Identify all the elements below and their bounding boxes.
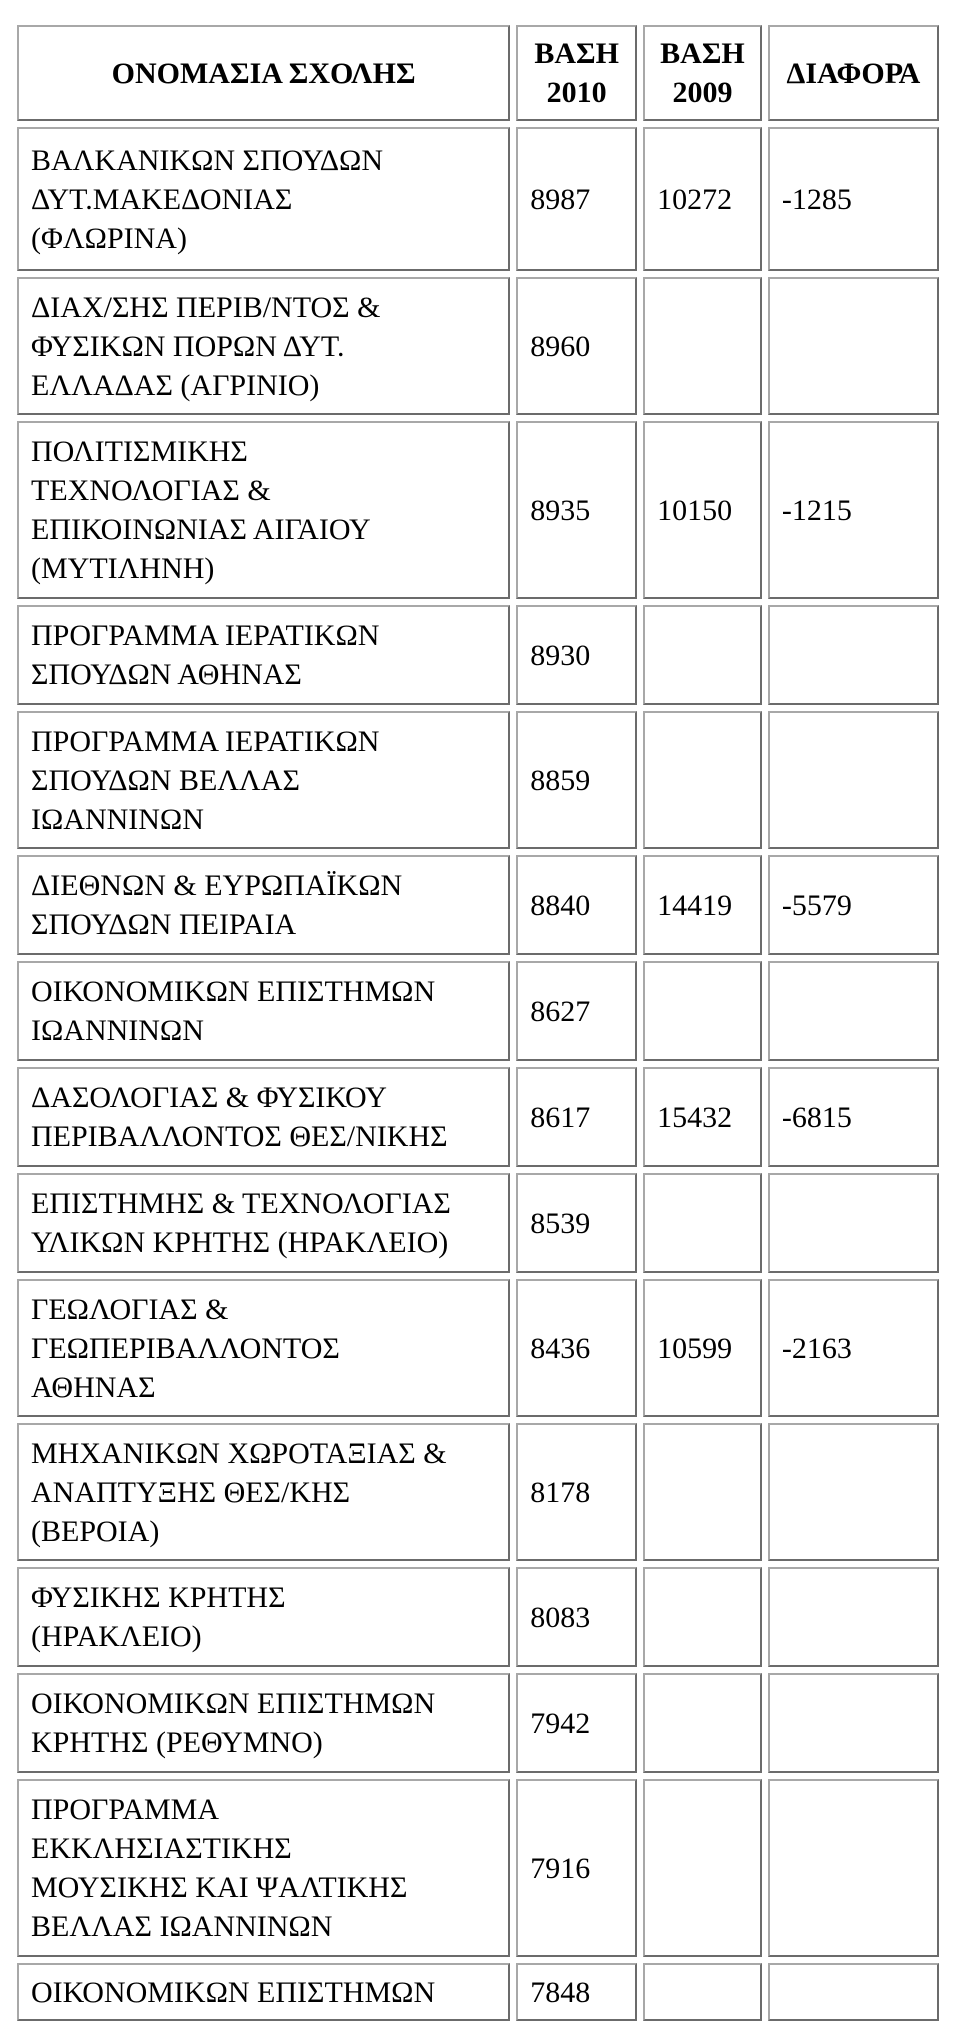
header-base-2009-line2: 2009 bbox=[672, 76, 733, 109]
school-name-line: (ΦΛΩΡΙΝΑ) bbox=[31, 221, 187, 255]
difference-cell bbox=[768, 961, 939, 1061]
base-2010-cell: 8436 bbox=[516, 1279, 637, 1417]
table-row bbox=[17, 1423, 939, 1561]
school-name-line: ΕΠΙΣΤΗΜΗΣ & ΤΕΧΝΟΛΟΓΙΑΣ bbox=[31, 1187, 451, 1220]
difference-cell: -6815 bbox=[768, 1067, 939, 1167]
base-2009-cell: 15432 bbox=[643, 1067, 762, 1167]
base-2009-cell bbox=[643, 1779, 762, 1957]
base-2009-cell bbox=[643, 1963, 762, 2021]
school-name-cell bbox=[17, 1963, 510, 2021]
school-name-cell bbox=[17, 1567, 510, 1667]
school-name-line: ΚΡΗΤΗΣ (ΡΕΘΥΜΝΟ) bbox=[31, 1726, 323, 1759]
header-row bbox=[17, 25, 939, 121]
school-name-cell bbox=[17, 127, 510, 271]
base-2009-cell bbox=[643, 961, 762, 1061]
school-name-line: ΒΑΛΚΑΝΙΚΩΝ ΣΠΟΥΔΩΝ bbox=[31, 143, 384, 177]
base-2010-cell: 8930 bbox=[516, 605, 637, 705]
school-name-line: ΟΙΚΟΝΟΜΙΚΩΝ ΕΠΙΣΤΗΜΩΝ bbox=[31, 1687, 436, 1720]
school-name-cell bbox=[17, 1779, 510, 1957]
school-name-line: ΠΡΟΓΡΑΜΜΑ bbox=[31, 1793, 219, 1826]
school-name-line: ΔΑΣΟΛΟΓΙΑΣ & ΦΥΣΙΚΟΥ bbox=[31, 1081, 387, 1114]
table-row bbox=[17, 711, 939, 849]
base-2009-cell bbox=[643, 1173, 762, 1273]
school-name-line: ΦΥΣΙΚΩΝ ΠΟΡΩΝ ΔΥΤ. bbox=[31, 329, 345, 363]
header-base-2009-line1: ΒΑΣΗ bbox=[660, 37, 745, 70]
difference-cell bbox=[768, 277, 939, 415]
school-name-line: ΤΕΧΝΟΛΟΓΙΑΣ & bbox=[31, 474, 271, 507]
difference-cell bbox=[768, 711, 939, 849]
table-row bbox=[17, 277, 939, 415]
base-2009-cell: 10150 bbox=[643, 421, 762, 599]
difference-cell bbox=[768, 1779, 939, 1957]
difference-cell bbox=[768, 605, 939, 705]
base-2009-cell bbox=[643, 277, 762, 415]
school-name-cell bbox=[17, 1279, 510, 1417]
school-name-line: ΓΕΩΠΕΡΙΒΑΛΛΟΝΤΟΣ bbox=[31, 1331, 340, 1365]
difference-cell bbox=[768, 1673, 939, 1773]
header-school-name: ΟΝΟΜΑΣΙΑ ΣΧΟΛΗΣ bbox=[17, 25, 510, 121]
school-name-line: ΠΡΟΓΡΑΜΜΑ ΙΕΡΑΤΙΚΩΝ bbox=[31, 724, 380, 758]
school-name-line: ΔΙΑΧ/ΣΗΣ ΠΕΡΙΒ/ΝΤΟΣ & bbox=[31, 290, 381, 324]
school-name-line: (ΒΕΡΟΙΑ) bbox=[31, 1514, 160, 1548]
school-name-cell bbox=[17, 1067, 510, 1167]
base-2010-cell: 7916 bbox=[516, 1779, 637, 1957]
base-2010-cell: 7848 bbox=[516, 1963, 637, 2021]
school-name-cell bbox=[17, 855, 510, 955]
school-name-line: ΠΡΟΓΡΑΜΜΑ ΙΕΡΑΤΙΚΩΝ bbox=[31, 619, 380, 652]
table-row bbox=[17, 1963, 939, 2021]
school-name-line: ΑΘΗΝΑΣ bbox=[31, 1370, 156, 1404]
school-name-line: ΕΛΛΑΔΑΣ (ΑΓΡΙΝΙΟ) bbox=[31, 368, 320, 402]
difference-cell: -5579 bbox=[768, 855, 939, 955]
school-name-line: ΥΛΙΚΩΝ ΚΡΗΤΗΣ (ΗΡΑΚΛΕΙΟ) bbox=[31, 1226, 449, 1259]
difference-cell bbox=[768, 1963, 939, 2021]
table-row bbox=[17, 1779, 939, 1957]
table-row bbox=[17, 1673, 939, 1773]
base-2009-cell bbox=[643, 711, 762, 849]
base-2010-cell: 7942 bbox=[516, 1673, 637, 1773]
table-row bbox=[17, 855, 939, 955]
table-row bbox=[17, 605, 939, 705]
difference-cell bbox=[768, 1423, 939, 1561]
school-name-line: ΠΕΡΙΒΑΛΛΟΝΤΟΣ ΘΕΣ/ΝΙΚΗΣ bbox=[31, 1120, 448, 1153]
header-base-2010-line2: 2010 bbox=[546, 76, 607, 109]
school-name-line: (ΗΡΑΚΛΕΙΟ) bbox=[31, 1620, 202, 1653]
base-2010-cell: 8987 bbox=[516, 127, 637, 271]
document-page bbox=[11, 19, 945, 2027]
base-2010-cell: 8960 bbox=[516, 277, 637, 415]
base-2009-cell: 14419 bbox=[643, 855, 762, 955]
school-name-line: ΔΥΤ.ΜΑΚΕΔΟΝΙΑΣ bbox=[31, 182, 293, 216]
base-2009-cell bbox=[643, 605, 762, 705]
school-name-line: ΓΕΩΛΟΓΙΑΣ & bbox=[31, 1292, 229, 1326]
school-name-line: ΙΩΑΝΝΙΝΩΝ bbox=[31, 802, 204, 836]
table-row bbox=[17, 1173, 939, 1273]
difference-cell: -1215 bbox=[768, 421, 939, 599]
school-name-line: ΒΕΛΛΑΣ ΙΩΑΝΝΙΝΩΝ bbox=[31, 1910, 333, 1943]
base-2009-cell bbox=[643, 1567, 762, 1667]
school-name-line: (ΜΥΤΙΛΗΝΗ) bbox=[31, 552, 215, 585]
table-row bbox=[17, 961, 939, 1061]
difference-cell: -1285 bbox=[768, 127, 939, 271]
header-base-2010-line1: ΒΑΣΗ bbox=[534, 37, 619, 70]
header-base-2009 bbox=[643, 25, 762, 121]
school-name-line: ΔΙΕΘΝΩΝ & ΕΥΡΩΠΑΪΚΩΝ bbox=[31, 869, 403, 902]
table-row bbox=[17, 1567, 939, 1667]
base-2010-cell: 8859 bbox=[516, 711, 637, 849]
school-name-line: ΜΟΥΣΙΚΗΣ ΚΑΙ ΨΑΛΤΙΚΗΣ bbox=[31, 1871, 408, 1904]
base-2009-cell bbox=[643, 1673, 762, 1773]
difference-cell bbox=[768, 1567, 939, 1667]
difference-cell: -2163 bbox=[768, 1279, 939, 1417]
school-name-line: ΕΠΙΚΟΙΝΩΝΙΑΣ ΑΙΓΑΙΟΥ bbox=[31, 513, 371, 546]
school-name-line: ΣΠΟΥΔΩΝ ΒΕΛΛΑΣ bbox=[31, 763, 300, 797]
base-2009-cell bbox=[643, 1423, 762, 1561]
table-row bbox=[17, 1279, 939, 1417]
table-row bbox=[17, 1067, 939, 1167]
school-name-line: ΟΙΚΟΝΟΜΙΚΩΝ ΕΠΙΣΤΗΜΩΝ bbox=[31, 1975, 436, 2009]
header-difference: ΔΙΑΦΟΡΑ bbox=[768, 25, 939, 121]
school-name-line: ΣΠΟΥΔΩΝ ΠΕΙΡΑΙΑ bbox=[31, 908, 297, 941]
table-row bbox=[17, 127, 939, 271]
base-2010-cell: 8178 bbox=[516, 1423, 637, 1561]
school-name-cell bbox=[17, 277, 510, 415]
school-name-cell bbox=[17, 711, 510, 849]
school-name-line: ΙΩΑΝΝΙΝΩΝ bbox=[31, 1014, 204, 1047]
school-name-cell bbox=[17, 961, 510, 1061]
school-name-line: ΠΟΛΙΤΙΣΜΙΚΗΣ bbox=[31, 435, 248, 468]
school-name-line: ΦΥΣΙΚΗΣ ΚΡΗΤΗΣ bbox=[31, 1581, 286, 1614]
school-name-line: ΜΗΧΑΝΙΚΩΝ ΧΩΡΟΤΑΞΙΑΣ & bbox=[31, 1436, 447, 1470]
school-name-cell bbox=[17, 421, 510, 599]
school-name-cell bbox=[17, 1173, 510, 1273]
base-2010-cell: 8840 bbox=[516, 855, 637, 955]
school-name-line: ΣΠΟΥΔΩΝ ΑΘΗΝΑΣ bbox=[31, 658, 302, 691]
base-2010-cell: 8617 bbox=[516, 1067, 637, 1167]
difference-cell bbox=[768, 1173, 939, 1273]
base-2010-cell: 8627 bbox=[516, 961, 637, 1061]
admission-scores-table bbox=[11, 19, 945, 2027]
school-name-line: ΑΝΑΠΤΥΞΗΣ ΘΕΣ/ΚΗΣ bbox=[31, 1475, 351, 1509]
school-name-line: ΟΙΚΟΝΟΜΙΚΩΝ ΕΠΙΣΤΗΜΩΝ bbox=[31, 975, 436, 1008]
school-name-line: ΕΚΚΛΗΣΙΑΣΤΙΚΗΣ bbox=[31, 1832, 292, 1865]
table-row bbox=[17, 421, 939, 599]
base-2010-cell: 8083 bbox=[516, 1567, 637, 1667]
base-2010-cell: 8539 bbox=[516, 1173, 637, 1273]
header-base-2010 bbox=[516, 25, 637, 121]
school-name-cell bbox=[17, 1423, 510, 1561]
base-2010-cell: 8935 bbox=[516, 421, 637, 599]
school-name-cell bbox=[17, 1673, 510, 1773]
school-name-cell bbox=[17, 605, 510, 705]
base-2009-cell: 10272 bbox=[643, 127, 762, 271]
base-2009-cell: 10599 bbox=[643, 1279, 762, 1417]
